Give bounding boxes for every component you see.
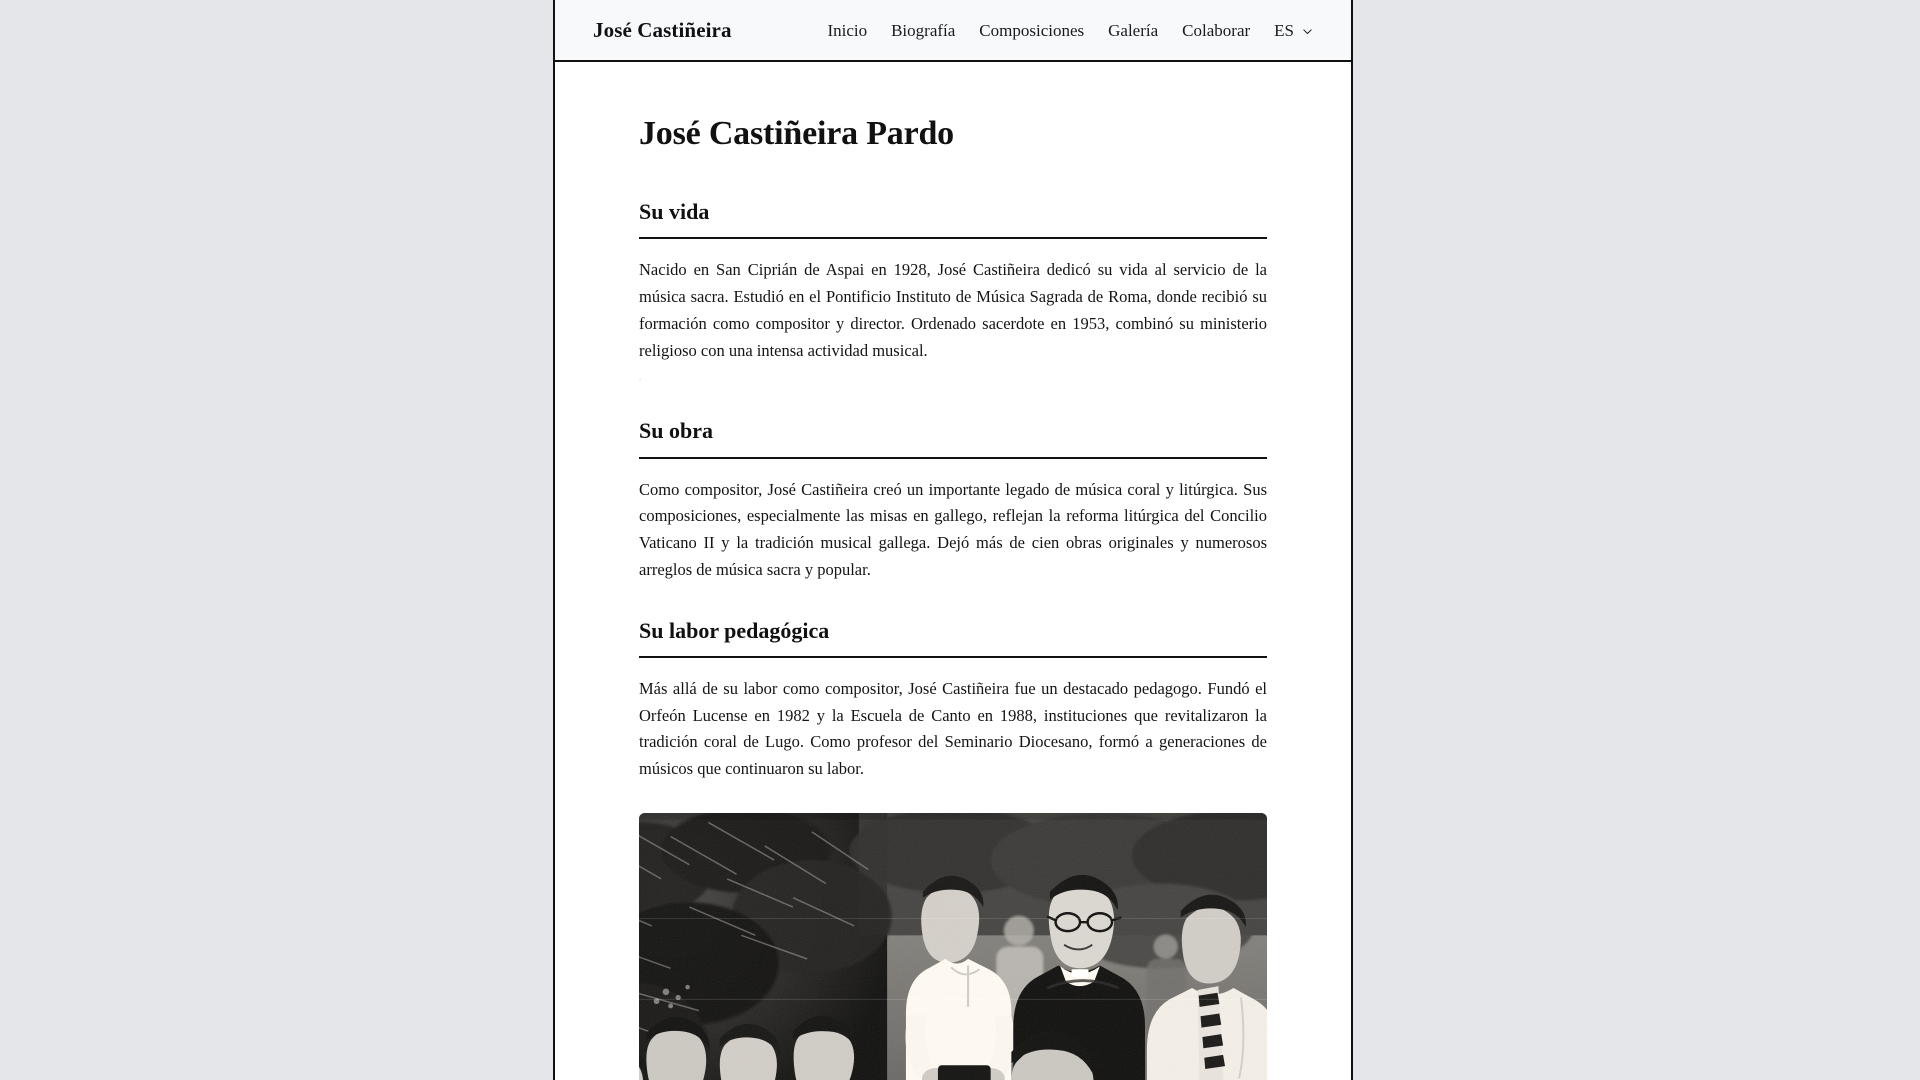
main-content: [555, 62, 1351, 1080]
nav-item-biografia[interactable]: Biografía: [891, 20, 956, 40]
main-navigation: [827, 22, 1313, 39]
trailing-mark: .: [639, 372, 642, 383]
language-selector-label: ES: [1274, 20, 1294, 40]
section-su-obra: [639, 418, 1267, 583]
section-paragraph-su-vida: Nacido en San Ciprián de Aspai en 1928, José Castiñeira dedicó su vida al servicio de la música sacra. Estudió en el Pontificio Instituto de Música Sagrada de Roma, donde recibió su formación como compositor y director. Ordenado sacerdote en 1953, combinó su ministerio religioso con una intensa actividad musical.: [639, 260, 1267, 360]
language-selector[interactable]: [1274, 22, 1313, 39]
section-rule: [639, 237, 1267, 239]
section-heading-su-labor-pedagogica: Su labor pedagógica: [639, 617, 830, 643]
site-header: [555, 0, 1351, 62]
historical-photo: [639, 813, 1267, 1080]
section-su-vida: [639, 199, 1267, 390]
section-gap: [639, 390, 1267, 418]
section-rule: [639, 457, 1267, 459]
section-paragraph-su-labor-pedagogica: Más allá de su labor como compositor, José Castiñeira fue un destacado pedagogo. Fundó el Orfeón Lucense en 1982 y la Escuela de Canto en 1988, instituciones que revitalizaron la tradición coral de Lugo. Como profesor del Seminario Diocesano, formó a generaciones de músicos que continuaron su labor.: [639, 679, 1267, 779]
page-container: [553, 0, 1353, 1080]
section-paragraph-su-obra: Como compositor, José Castiñeira creó un importante legado de música coral y litúrgica. Sus composiciones, especialmente las misas en gallego, reflejan la reforma litúrgica del Concilio Vaticano II y la tradición musical gallega. Dejó más de cien obras originales y numerosos arreglos de música sacra y popular.: [639, 479, 1267, 579]
page-title: José Castiñeira Pardo: [639, 115, 954, 152]
section-heading-su-vida: Su vida: [639, 199, 710, 225]
historical-photo-figure: [639, 813, 1267, 1080]
nav-item-galeria[interactable]: Galería: [1108, 20, 1159, 40]
section-gap: [639, 584, 1267, 618]
nav-item-composiciones[interactable]: Composiciones: [979, 20, 1085, 40]
section-rule: [639, 656, 1267, 658]
section-su-labor-pedagogica: [639, 618, 1267, 783]
site-brand[interactable]: José Castiñeira: [593, 17, 732, 42]
nav-item-colaborar[interactable]: Colaborar: [1182, 20, 1251, 40]
section-heading-su-obra: Su obra: [639, 418, 713, 444]
chevron-down-icon: [1302, 26, 1313, 37]
nav-item-inicio[interactable]: Inicio: [827, 20, 868, 40]
